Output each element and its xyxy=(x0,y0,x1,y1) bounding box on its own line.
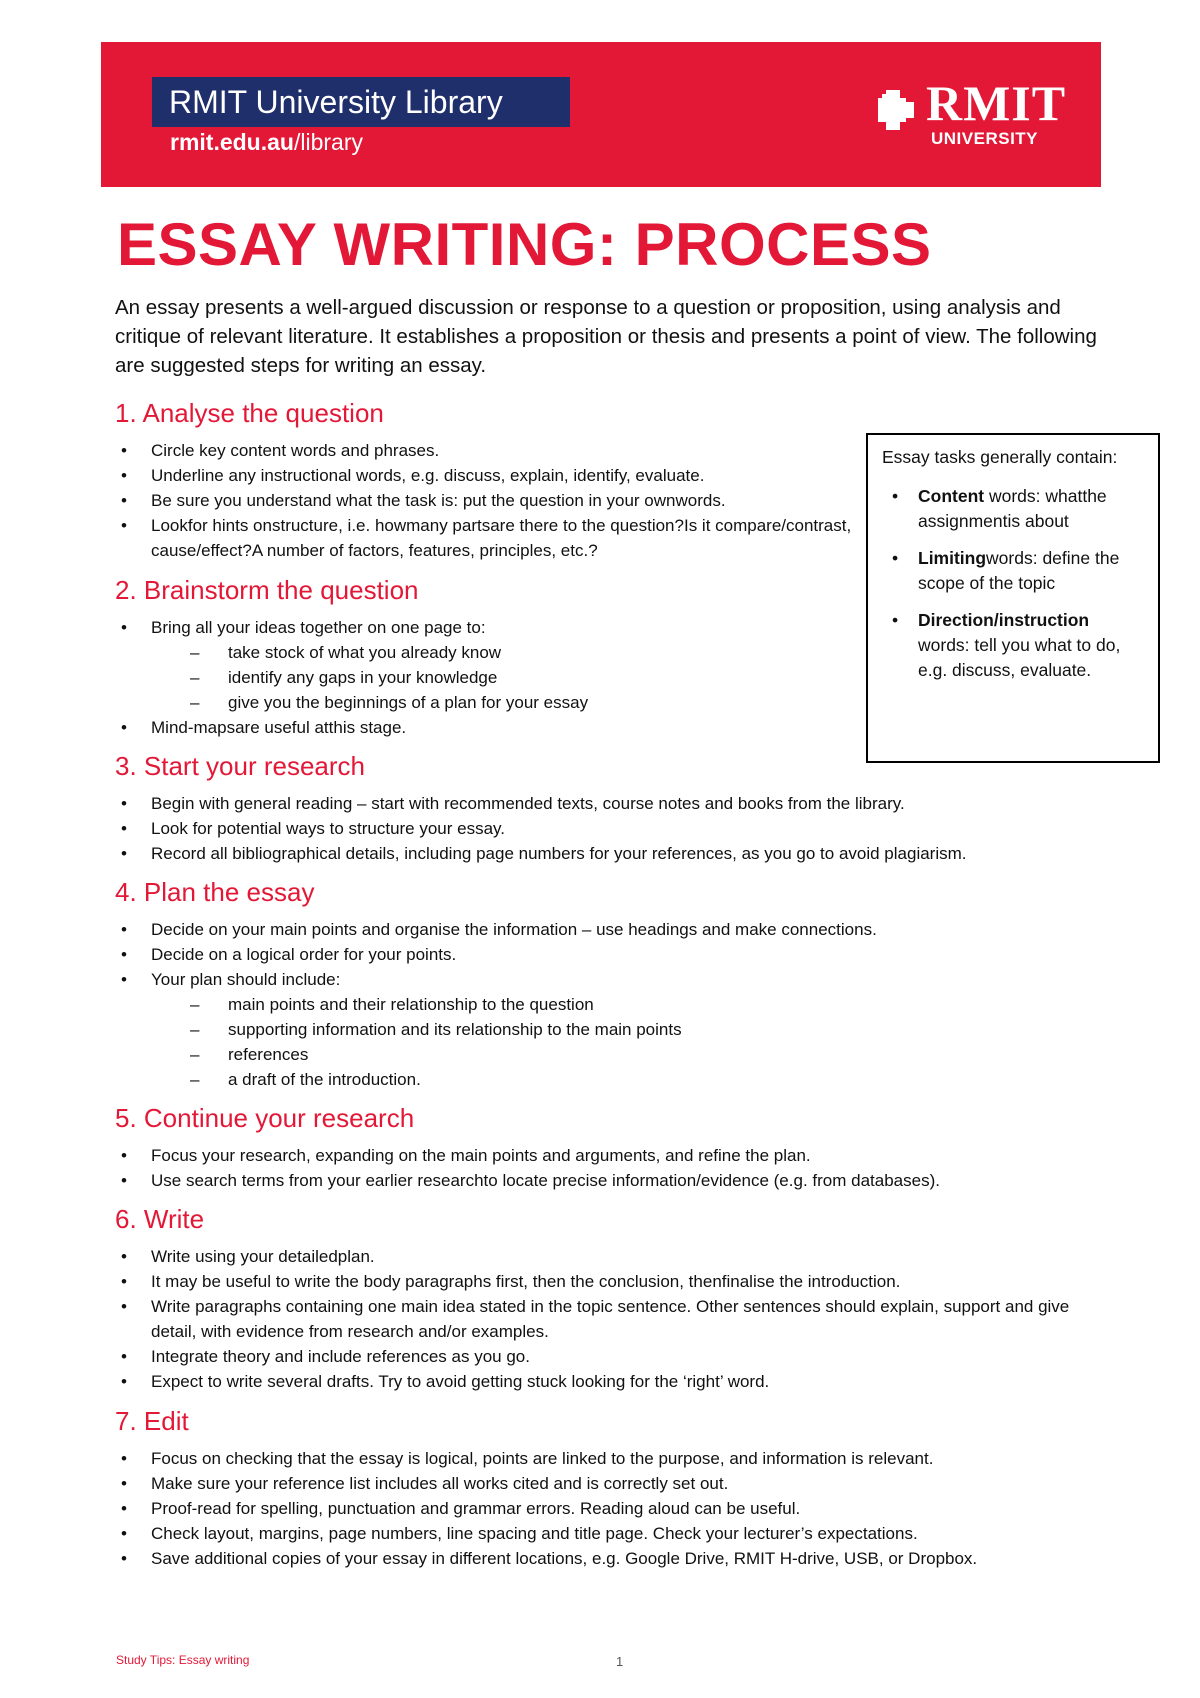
intro-paragraph: An essay presents a well-argued discussion or response to a question or proposition, using analysis and critique of relevant literature. It establishes a proposition or thesis and presents a point of view. The following are suggested steps for writing an essay. xyxy=(115,296,1097,377)
section-list-analyse xyxy=(115,438,855,563)
logo-subtitle: UNIVERSITY xyxy=(931,129,1039,148)
sub-list-item: – give you the beginnings of a plan for your essay xyxy=(151,690,855,715)
essay-task-desc: words: whatthe assignmentis about xyxy=(918,486,1107,531)
library-url-domain: rmit.edu.au xyxy=(170,129,294,155)
section-list-plan xyxy=(115,917,1115,1092)
list-item-text: Bring all your ideas together on one page to: xyxy=(151,618,486,637)
sub-list xyxy=(151,992,1115,1092)
section-heading-brainstorm: 2. Brainstorm the question xyxy=(115,575,419,605)
header-banner xyxy=(101,42,1101,187)
sub-list-item: – supporting information and its relationship to the main points xyxy=(151,1017,1115,1042)
essay-tasks-box xyxy=(866,433,1160,763)
list-item: • Begin with general reading – start with recommended texts, course notes and books from the library. xyxy=(115,791,1115,816)
page-number: 1 xyxy=(616,1654,624,1669)
list-item: • Make sure your reference list includes all works cited and is correctly set out. xyxy=(115,1471,1115,1496)
essay-task-term: Limiting xyxy=(918,548,987,568)
list-item: • Circle key content words and phrases. xyxy=(115,438,855,463)
list-item xyxy=(115,967,1115,1092)
sub-list xyxy=(151,640,855,715)
list-item: • Expect to write several drafts. Try to avoid getting stuck looking for the ‘right’ word. xyxy=(115,1369,1095,1394)
footer-label: Study Tips: Essay writing xyxy=(116,1653,250,1667)
list-item: • Underline any instructional words, e.g. discuss, explain, identify, evaluate. xyxy=(115,463,855,488)
list-item: • Use search terms from your earlier researchto locate precise information/evidence (e.g. from databases). xyxy=(115,1168,1115,1193)
list-item: • Decide on your main points and organise the information – use headings and make connections. xyxy=(115,917,1115,942)
essay-task-item xyxy=(882,484,1144,534)
list-item: • Decide on a logical order for your points. xyxy=(115,942,1115,967)
section-list-write xyxy=(115,1244,1095,1394)
section-heading-write: 6. Write xyxy=(115,1204,205,1234)
library-url[interactable] xyxy=(170,129,363,156)
section-list-brainstorm xyxy=(115,615,855,740)
rmit-logo xyxy=(874,75,1084,160)
essay-task-item xyxy=(882,546,1144,596)
rmit-pixel-icon xyxy=(874,86,922,134)
list-item: • Focus on checking that the essay is logical, points are linked to the purpose, and information is relevant. xyxy=(115,1446,1115,1471)
essay-task-desc: words: tell you what to do, e.g. discuss, evaluate. xyxy=(918,635,1121,680)
sub-list-item: – references xyxy=(151,1042,1115,1067)
essay-task-desc: words: define the scope of the topic xyxy=(918,548,1120,593)
section-list-continue xyxy=(115,1143,1115,1193)
list-item: • Proof-read for spelling, punctuation and grammar errors. Reading aloud can be useful. xyxy=(115,1496,1115,1521)
section-heading-edit: 7. Edit xyxy=(115,1406,189,1436)
list-item: • Record all bibliographical details, including page numbers for your references, as you go to avoid plagiarism. xyxy=(115,841,1115,866)
section-list-research xyxy=(115,791,1115,866)
section-heading-plan: 4. Plan the essay xyxy=(115,877,315,907)
page-title: ESSAY WRITING: PROCESS xyxy=(117,211,932,278)
library-url-path: /library xyxy=(293,129,363,155)
sub-list-item: – a draft of the introduction. xyxy=(151,1067,1115,1092)
sub-list-item: – take stock of what you already know xyxy=(151,640,855,665)
list-item: • Write using your detailedplan. xyxy=(115,1244,1095,1269)
section-heading-continue: 5. Continue your research xyxy=(115,1103,415,1133)
library-title: RMIT University Library xyxy=(152,77,570,127)
list-item: • Check layout, margins, page numbers, line spacing and title page. Check your lecturer’s expectations. xyxy=(115,1521,1115,1546)
list-item: • Lookfor hints onstructure, i.e. howmany partsare there to the question?Is it compare/contrast, cause/effect?A number of factors, features, principles, etc.? xyxy=(115,513,855,563)
section-list-edit xyxy=(115,1446,1115,1571)
list-item-text: Your plan should include: xyxy=(151,970,341,989)
list-item: • Be sure you understand what the task is: put the question in your ownwords. xyxy=(115,488,855,513)
list-item: • Look for potential ways to structure your essay. xyxy=(115,816,1115,841)
essay-task-term: Direction/instruction xyxy=(918,610,1090,630)
section-heading-research: 3. Start your research xyxy=(115,751,365,781)
essay-tasks-intro: Essay tasks generally contain: xyxy=(882,447,1118,467)
list-item: • It may be useful to write the body paragraphs first, then the conclusion, thenfinalise the introduction. xyxy=(115,1269,1095,1294)
list-item: • Save additional copies of your essay in different locations, e.g. Google Drive, RMIT H-drive, USB, or Dropbox. xyxy=(115,1546,1115,1571)
essay-task-term: Content xyxy=(918,486,985,506)
list-item: • Write paragraphs containing one main idea stated in the topic sentence. Other sentences should explain, support and give detail, with evidence from research and/or examples. xyxy=(115,1294,1095,1344)
sub-list-item: – identify any gaps in your knowledge xyxy=(151,665,855,690)
list-item: • Mind-mapsare useful atthis stage. xyxy=(115,715,855,740)
list-item xyxy=(115,615,855,715)
section-heading-analyse: 1. Analyse the question xyxy=(115,398,384,428)
sub-list-item: – main points and their relationship to the question xyxy=(151,992,1115,1017)
list-item: • Focus your research, expanding on the main points and arguments, and refine the plan. xyxy=(115,1143,1115,1168)
essay-task-item xyxy=(882,608,1144,683)
logo-wordmark: RMIT xyxy=(926,75,1067,131)
essay-tasks-list xyxy=(882,484,1144,683)
list-item: • Integrate theory and include references as you go. xyxy=(115,1344,1095,1369)
